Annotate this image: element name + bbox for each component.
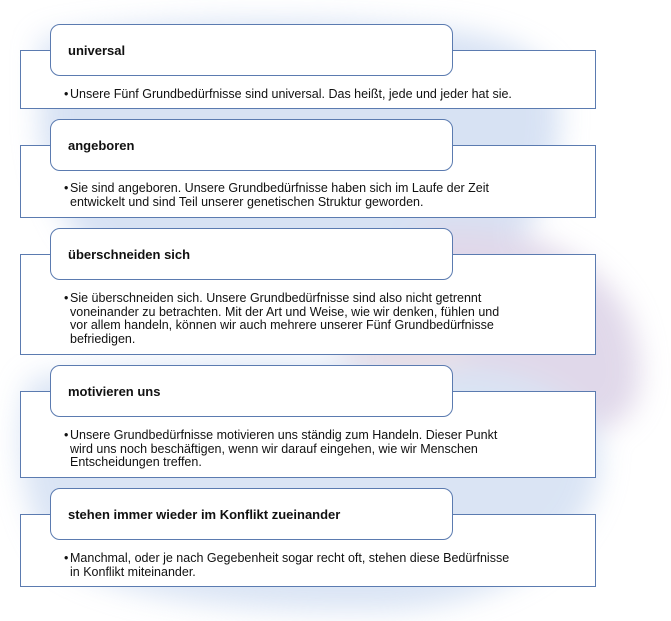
item-title-box <box>50 488 453 540</box>
bullet: • <box>64 428 69 442</box>
item-description <box>64 429 564 470</box>
item-description-text: Unsere Fünf Grundbedürfnisse sind universal. Das heißt, jede und jeder hat sie. <box>70 87 512 101</box>
bullet: • <box>64 87 69 101</box>
item-description <box>64 292 564 346</box>
item-title-box <box>50 119 453 171</box>
bullet: • <box>64 181 69 195</box>
item-title-box <box>50 24 453 76</box>
item-description-text: Manchmal, oder je nach Gegebenheit sogar recht oft, stehen diese Bedürfnisse in Konflikt miteinander. <box>70 551 510 579</box>
bullet: • <box>64 551 69 565</box>
item-title-box <box>50 365 453 417</box>
item-description <box>64 88 564 102</box>
item-title: angeboren <box>68 137 135 153</box>
bullet: • <box>64 291 69 305</box>
item-description-text: Sie überschneiden sich. Unsere Grundbedürfnisse sind also nicht getrennt voneinander zu betrachten. Mit der Art und Weise, wie wir denken, fühlen und vor allem handeln, können wir auch mehrere unserer Fünf Grundbedürfnisse befriedigen. <box>70 291 500 346</box>
item-title: universal <box>68 42 126 58</box>
item-title: stehen immer wieder im Konflikt zueinander <box>68 506 341 522</box>
item-description-text: Sie sind angeboren. Unsere Grundbedürfnisse haben sich im Laufe der Zeit entwickelt und sind Teil unserer genetischen Struktur geworden. <box>70 181 490 209</box>
item-description <box>64 182 564 209</box>
item-description <box>64 552 564 579</box>
item-title: motivieren uns <box>68 383 161 399</box>
item-title: überschneiden sich <box>68 246 191 262</box>
item-title-box <box>50 228 453 280</box>
item-description-text: Unsere Grundbedürfnisse motivieren uns ständig zum Handeln. Dieser Punkt wird uns noch beschäftigen, wenn wir darauf eingehen, wie wir Menschen Entscheidungen treffen. <box>70 428 498 470</box>
